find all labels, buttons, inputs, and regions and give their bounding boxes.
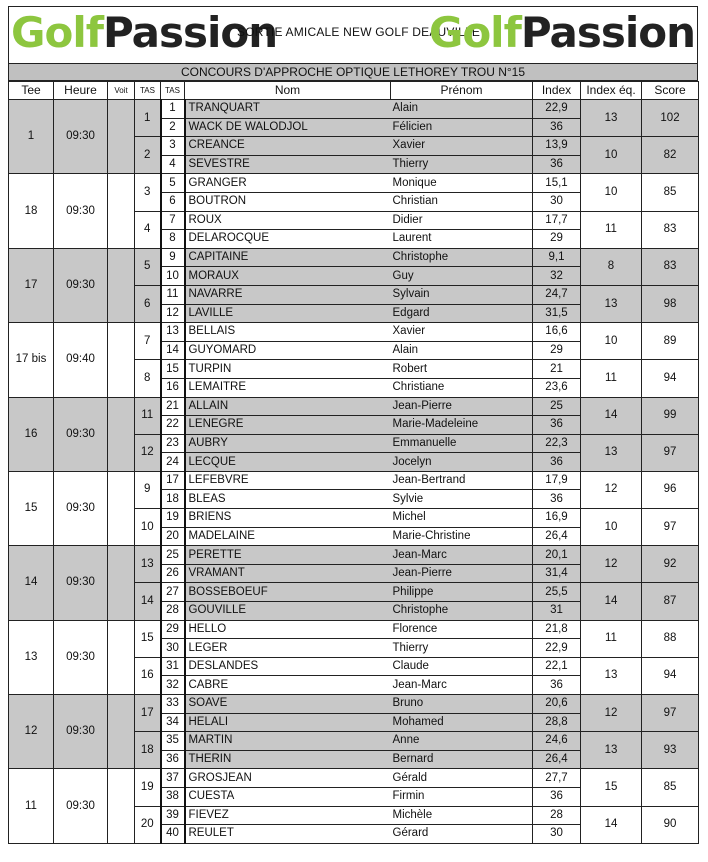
tas-cell: 12 — [135, 434, 161, 471]
nom-cell: TURPIN — [185, 360, 391, 379]
index-cell: 36 — [533, 118, 581, 137]
index-cell: 17,7 — [533, 211, 581, 230]
index-cell: 36 — [533, 787, 581, 806]
player-number-cell: 24 — [161, 453, 185, 472]
prenom-cell: Christiane — [391, 378, 533, 397]
index-cell: 21,8 — [533, 620, 581, 639]
prenom-cell: Edgard — [391, 304, 533, 323]
heure-cell: 09:30 — [54, 174, 108, 248]
nom-cell: PERETTE — [185, 546, 391, 565]
prenom-cell: Gérard — [391, 825, 533, 844]
score-cell: 82 — [642, 137, 699, 174]
index-eq-cell: 14 — [581, 806, 642, 843]
tee-cell: 15 — [9, 471, 54, 545]
col-score: Score — [642, 82, 699, 100]
nom-cell: GRANGER — [185, 174, 391, 193]
player-number-cell: 4 — [161, 155, 185, 174]
prenom-cell: Philippe — [391, 583, 533, 602]
nom-cell: MORAUX — [185, 267, 391, 286]
index-cell: 20,1 — [533, 546, 581, 565]
nom-cell: THERIN — [185, 750, 391, 769]
player-number-cell: 13 — [161, 323, 185, 342]
heure-cell: 09:30 — [54, 248, 108, 322]
prenom-cell: Christophe — [391, 602, 533, 621]
player-number-cell: 16 — [161, 378, 185, 397]
voit-cell — [108, 620, 135, 694]
prenom-cell: Florence — [391, 620, 533, 639]
nom-cell: MARTIN — [185, 732, 391, 751]
col-nom: Nom — [185, 82, 391, 100]
player-number-cell: 2 — [161, 118, 185, 137]
index-cell: 9,1 — [533, 248, 581, 267]
table-row — [9, 100, 699, 119]
score-cell: 97 — [642, 695, 699, 732]
index-eq-cell: 12 — [581, 471, 642, 508]
voit-cell — [108, 769, 135, 843]
results-table — [8, 81, 699, 844]
prenom-cell: Bruno — [391, 695, 533, 714]
tas-cell: 15 — [135, 620, 161, 657]
prenom-cell: Sylvie — [391, 490, 533, 509]
table-row — [9, 620, 699, 639]
score-cell: 92 — [642, 546, 699, 583]
index-cell: 36 — [533, 453, 581, 472]
player-number-cell: 1 — [161, 100, 185, 119]
player-number-cell: 18 — [161, 490, 185, 509]
prenom-cell: Thierry — [391, 155, 533, 174]
score-cell: 98 — [642, 285, 699, 322]
nom-cell: NAVARRE — [185, 285, 391, 304]
prenom-cell: Jean-Pierre — [391, 564, 533, 583]
index-cell: 22,9 — [533, 639, 581, 658]
nom-cell: GOUVILLE — [185, 602, 391, 621]
prenom-cell: Didier — [391, 211, 533, 230]
index-cell: 31 — [533, 602, 581, 621]
player-number-cell: 17 — [161, 471, 185, 490]
prenom-cell: Jean-Pierre — [391, 397, 533, 416]
player-number-cell: 20 — [161, 527, 185, 546]
tee-cell: 13 — [9, 620, 54, 694]
player-number-cell: 10 — [161, 267, 185, 286]
index-cell: 20,6 — [533, 695, 581, 714]
prenom-cell: Sylvain — [391, 285, 533, 304]
table-row — [9, 248, 699, 267]
index-cell: 17,9 — [533, 471, 581, 490]
player-number-cell: 14 — [161, 341, 185, 360]
nom-cell: LEMAITRE — [185, 378, 391, 397]
voit-cell — [108, 100, 135, 174]
player-number-cell: 32 — [161, 676, 185, 695]
nom-cell: DESLANDES — [185, 657, 391, 676]
index-eq-cell: 15 — [581, 769, 642, 806]
player-number-cell: 27 — [161, 583, 185, 602]
nom-cell: BRIENS — [185, 509, 391, 528]
player-number-cell: 9 — [161, 248, 185, 267]
prenom-cell: Michel — [391, 509, 533, 528]
index-eq-cell: 10 — [581, 174, 642, 211]
prenom-cell: Christian — [391, 192, 533, 211]
index-eq-cell: 12 — [581, 546, 642, 583]
contest-banner: CONCOURS D'APPROCHE OPTIQUE LETHOREY TROU N°15 — [8, 63, 698, 81]
tas-cell: 2 — [135, 137, 161, 174]
index-eq-cell: 13 — [581, 434, 642, 471]
score-cell: 90 — [642, 806, 699, 843]
index-eq-cell: 14 — [581, 397, 642, 434]
heure-cell: 09:40 — [54, 323, 108, 397]
player-number-cell: 39 — [161, 806, 185, 825]
table-row — [9, 397, 699, 416]
player-number-cell: 26 — [161, 564, 185, 583]
index-cell: 25,5 — [533, 583, 581, 602]
index-cell: 13,9 — [533, 137, 581, 156]
nom-cell: CREANCE — [185, 137, 391, 156]
index-eq-cell: 13 — [581, 100, 642, 137]
prenom-cell: Alain — [391, 100, 533, 119]
player-number-cell: 34 — [161, 713, 185, 732]
prenom-cell: Jocelyn — [391, 453, 533, 472]
tas-cell: 1 — [135, 100, 161, 137]
player-number-cell: 33 — [161, 695, 185, 714]
table-row — [9, 174, 699, 193]
index-cell: 26,4 — [533, 527, 581, 546]
prenom-cell: Mohamed — [391, 713, 533, 732]
player-number-cell: 19 — [161, 509, 185, 528]
tas-cell: 19 — [135, 769, 161, 806]
prenom-cell: Bernard — [391, 750, 533, 769]
tee-cell: 11 — [9, 769, 54, 843]
prenom-cell: Christophe — [391, 248, 533, 267]
nom-cell: HELLO — [185, 620, 391, 639]
tee-cell: 18 — [9, 174, 54, 248]
index-cell: 31,5 — [533, 304, 581, 323]
prenom-cell: Laurent — [391, 230, 533, 249]
nom-cell: BELLAIS — [185, 323, 391, 342]
nom-cell: GROSJEAN — [185, 769, 391, 788]
score-cell: 87 — [642, 583, 699, 620]
tas-cell: 14 — [135, 583, 161, 620]
index-cell: 22,1 — [533, 657, 581, 676]
col-tas-num: TAS — [161, 82, 185, 100]
nom-cell: ALLAIN — [185, 397, 391, 416]
tee-cell: 17 — [9, 248, 54, 322]
player-number-cell: 31 — [161, 657, 185, 676]
col-index-eq: Index éq. — [581, 82, 642, 100]
index-cell: 36 — [533, 416, 581, 435]
score-cell: 85 — [642, 769, 699, 806]
nom-cell: VRAMANT — [185, 564, 391, 583]
prenom-cell: Jean-Marc — [391, 676, 533, 695]
index-cell: 15,1 — [533, 174, 581, 193]
player-number-cell: 15 — [161, 360, 185, 379]
tee-cell: 16 — [9, 397, 54, 471]
nom-cell: FIEVEZ — [185, 806, 391, 825]
index-eq-cell: 10 — [581, 137, 642, 174]
index-cell: 29 — [533, 341, 581, 360]
player-number-cell: 38 — [161, 787, 185, 806]
index-eq-cell: 13 — [581, 657, 642, 694]
index-cell: 36 — [533, 490, 581, 509]
tee-cell: 12 — [9, 695, 54, 769]
index-eq-cell: 11 — [581, 360, 642, 397]
player-number-cell: 22 — [161, 416, 185, 435]
heure-cell: 09:30 — [54, 397, 108, 471]
index-cell: 29 — [533, 230, 581, 249]
player-number-cell: 3 — [161, 137, 185, 156]
nom-cell: CABRE — [185, 676, 391, 695]
voit-cell — [108, 695, 135, 769]
nom-cell: REULET — [185, 825, 391, 844]
voit-cell — [108, 248, 135, 322]
voit-cell — [108, 397, 135, 471]
voit-cell — [108, 471, 135, 545]
score-cell: 97 — [642, 434, 699, 471]
prenom-cell: Alain — [391, 341, 533, 360]
player-number-cell: 23 — [161, 434, 185, 453]
prenom-cell: Félicien — [391, 118, 533, 137]
tas-cell: 10 — [135, 509, 161, 546]
index-cell: 28,8 — [533, 713, 581, 732]
score-cell: 99 — [642, 397, 699, 434]
player-number-cell: 29 — [161, 620, 185, 639]
table-row — [9, 546, 699, 565]
event-title: SORTIE AMICALE NEW GOLF DEAUVILLE — [237, 25, 481, 39]
nom-cell: LECQUE — [185, 453, 391, 472]
tee-cell: 17 bis — [9, 323, 54, 397]
tas-cell: 8 — [135, 360, 161, 397]
player-number-cell: 6 — [161, 192, 185, 211]
index-cell: 32 — [533, 267, 581, 286]
prenom-cell: Michèle — [391, 806, 533, 825]
nom-cell: BLEAS — [185, 490, 391, 509]
index-eq-cell: 11 — [581, 620, 642, 657]
prenom-cell: Robert — [391, 360, 533, 379]
player-number-cell: 35 — [161, 732, 185, 751]
col-heure: Heure — [54, 82, 108, 100]
prenom-cell: Xavier — [391, 137, 533, 156]
nom-cell: WACK DE WALODJOL — [185, 118, 391, 137]
score-cell: 96 — [642, 471, 699, 508]
tee-cell: 1 — [9, 100, 54, 174]
tas-cell: 7 — [135, 323, 161, 360]
nom-cell: GUYOMARD — [185, 341, 391, 360]
score-cell: 88 — [642, 620, 699, 657]
score-cell: 93 — [642, 732, 699, 769]
nom-cell: LAVILLE — [185, 304, 391, 323]
index-cell: 28 — [533, 806, 581, 825]
heure-cell: 09:30 — [54, 620, 108, 694]
golf-passion-logo-right: GolfPassion — [428, 8, 695, 57]
index-eq-cell: 12 — [581, 695, 642, 732]
tas-cell: 4 — [135, 211, 161, 248]
tas-cell: 20 — [135, 806, 161, 843]
index-eq-cell: 13 — [581, 732, 642, 769]
prenom-cell: Marie-Christine — [391, 527, 533, 546]
col-voit: Voit — [108, 82, 135, 100]
score-cell: 83 — [642, 211, 699, 248]
index-cell: 36 — [533, 676, 581, 695]
player-number-cell: 40 — [161, 825, 185, 844]
index-cell: 21 — [533, 360, 581, 379]
col-prenom: Prénom — [391, 82, 533, 100]
score-cell: 94 — [642, 657, 699, 694]
score-cell: 97 — [642, 509, 699, 546]
prenom-cell: Marie-Madeleine — [391, 416, 533, 435]
col-tas: TAS — [135, 82, 161, 100]
player-number-cell: 36 — [161, 750, 185, 769]
nom-cell: BOUTRON — [185, 192, 391, 211]
score-cell: 102 — [642, 100, 699, 137]
voit-cell — [108, 174, 135, 248]
prenom-cell: Anne — [391, 732, 533, 751]
col-index: Index — [533, 82, 581, 100]
index-eq-cell: 14 — [581, 583, 642, 620]
nom-cell: AUBRY — [185, 434, 391, 453]
prenom-cell: Jean-Bertrand — [391, 471, 533, 490]
index-cell: 22,3 — [533, 434, 581, 453]
tas-cell: 13 — [135, 546, 161, 583]
table-row — [9, 323, 699, 342]
player-number-cell: 5 — [161, 174, 185, 193]
index-eq-cell: 11 — [581, 211, 642, 248]
tas-cell: 3 — [135, 174, 161, 211]
tas-cell: 9 — [135, 471, 161, 508]
index-cell: 16,9 — [533, 509, 581, 528]
scorecard-sheet — [8, 6, 698, 844]
tas-cell: 5 — [135, 248, 161, 285]
nom-cell: ROUX — [185, 211, 391, 230]
index-cell: 24,6 — [533, 732, 581, 751]
player-number-cell: 12 — [161, 304, 185, 323]
index-cell: 24,7 — [533, 285, 581, 304]
heure-cell: 09:30 — [54, 546, 108, 620]
nom-cell: SOAVE — [185, 695, 391, 714]
tee-cell: 14 — [9, 546, 54, 620]
tas-cell: 18 — [135, 732, 161, 769]
index-cell: 30 — [533, 192, 581, 211]
prenom-cell: Gérald — [391, 769, 533, 788]
nom-cell: CUESTA — [185, 787, 391, 806]
score-cell: 94 — [642, 360, 699, 397]
prenom-cell: Emmanuelle — [391, 434, 533, 453]
index-eq-cell: 10 — [581, 509, 642, 546]
heure-cell: 09:30 — [54, 769, 108, 843]
player-number-cell: 8 — [161, 230, 185, 249]
prenom-cell: Jean-Marc — [391, 546, 533, 565]
index-cell: 30 — [533, 825, 581, 844]
nom-cell: BOSSEBOEUF — [185, 583, 391, 602]
tas-cell: 17 — [135, 695, 161, 732]
heure-cell: 09:30 — [54, 695, 108, 769]
table-row — [9, 471, 699, 490]
nom-cell: HELALI — [185, 713, 391, 732]
table-row — [9, 769, 699, 788]
index-cell: 27,7 — [533, 769, 581, 788]
prenom-cell: Guy — [391, 267, 533, 286]
nom-cell: MADELAINE — [185, 527, 391, 546]
player-number-cell: 7 — [161, 211, 185, 230]
score-cell: 85 — [642, 174, 699, 211]
golf-passion-logo-left: GolfPassion — [11, 8, 278, 57]
index-eq-cell: 10 — [581, 323, 642, 360]
nom-cell: DELAROCQUE — [185, 230, 391, 249]
player-number-cell: 25 — [161, 546, 185, 565]
player-number-cell: 21 — [161, 397, 185, 416]
index-cell: 26,4 — [533, 750, 581, 769]
sheet-header — [8, 6, 698, 63]
score-cell: 83 — [642, 248, 699, 285]
prenom-cell: Xavier — [391, 323, 533, 342]
col-tee: Tee — [9, 82, 54, 100]
index-cell: 23,6 — [533, 378, 581, 397]
index-cell: 16,6 — [533, 323, 581, 342]
heure-cell: 09:30 — [54, 100, 108, 174]
nom-cell: LENEGRE — [185, 416, 391, 435]
index-cell: 25 — [533, 397, 581, 416]
player-number-cell: 30 — [161, 639, 185, 658]
index-eq-cell: 13 — [581, 285, 642, 322]
heure-cell: 09:30 — [54, 471, 108, 545]
prenom-cell: Claude — [391, 657, 533, 676]
voit-cell — [108, 323, 135, 397]
tas-cell: 11 — [135, 397, 161, 434]
index-cell: 31,4 — [533, 564, 581, 583]
tas-cell: 6 — [135, 285, 161, 322]
table-row — [9, 695, 699, 714]
table-header-row — [9, 82, 699, 100]
nom-cell: LEFEBVRE — [185, 471, 391, 490]
prenom-cell: Thierry — [391, 639, 533, 658]
nom-cell: SEVESTRE — [185, 155, 391, 174]
nom-cell: TRANQUART — [185, 100, 391, 119]
score-cell: 89 — [642, 323, 699, 360]
prenom-cell: Firmin — [391, 787, 533, 806]
player-number-cell: 28 — [161, 602, 185, 621]
player-number-cell: 11 — [161, 285, 185, 304]
nom-cell: LEGER — [185, 639, 391, 658]
nom-cell: CAPITAINE — [185, 248, 391, 267]
tas-cell: 16 — [135, 657, 161, 694]
voit-cell — [108, 546, 135, 620]
index-cell: 22,9 — [533, 100, 581, 119]
prenom-cell: Monique — [391, 174, 533, 193]
player-number-cell: 37 — [161, 769, 185, 788]
index-eq-cell: 8 — [581, 248, 642, 285]
index-cell: 36 — [533, 155, 581, 174]
